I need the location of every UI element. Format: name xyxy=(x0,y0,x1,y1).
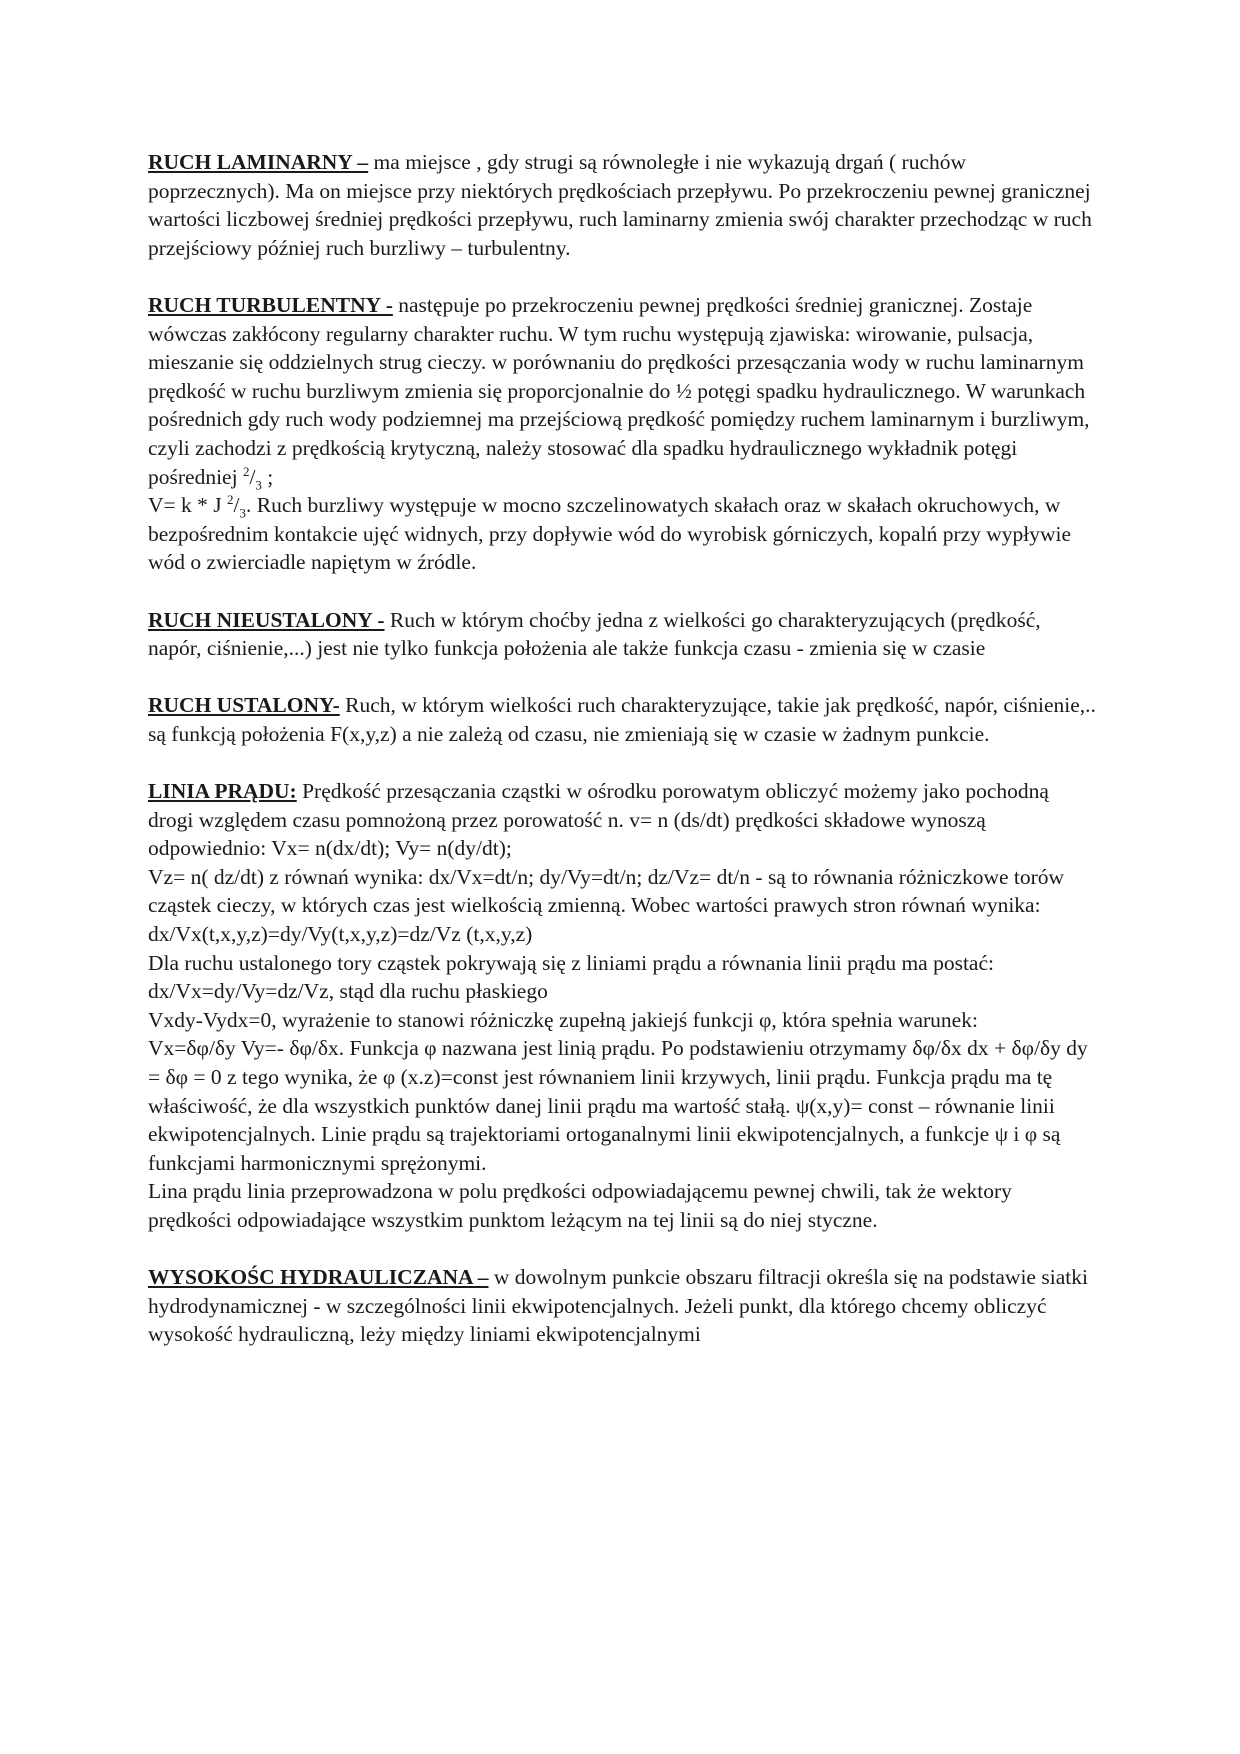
paragraph xyxy=(148,606,1098,663)
paragraph xyxy=(148,777,1098,863)
section-heading: RUCH TURBULENTNY - xyxy=(148,292,393,317)
paragraph: Vz= n( dz/dt) z równań wynika: dx/Vx=dt/n; dy/Vy=dt/n; dz/Vz= dt/n - są to równania różniczkowe torów cząstek cieczy, w których czas jest wielkością zmienną. Wobec wartości prawych stron równań wynika: xyxy=(148,864,1065,918)
paragraph xyxy=(148,691,1098,748)
exponent-denominator: 3 xyxy=(239,505,247,521)
paragraph: Vx=δφ/δy Vy=- δφ/δx. Funkcja φ nazwana jest linią prądu. Po podstawieniu otrzymamy δφ/δx dx + δφ/δy dy = δφ = 0 z tego wynika, że φ (x.z)=const jest równaniem linii krzywych, linii prądu. Funkcja prądu ma tę właściwość, że dla wszystkich punktów danej linii prądu ma wartość stałą. ψ(x,y)= const – równanie linii ekwipotencjalnych. Linie prądu są trajektoriami ortoganalnymi linii ekwipotencjalnych, a funkcje ψ i φ są funkcjami harmonicznymi sprężonymi. xyxy=(148,1036,1088,1175)
section-heading: LINIA PRĄDU: xyxy=(148,779,297,804)
formula-line: dx/Vx=dy/Vy=dz/Vz, stąd dla ruchu płaskiego xyxy=(148,979,548,1004)
section-heading: RUCH LAMINARNY – xyxy=(148,150,369,174)
paragraph xyxy=(148,491,1098,577)
paragraph: Lina prądu linia przeprowadzona w polu prędkości odpowiadającemu pewnej chwili, tak że wektory prędkości odpowiadające wszystkim punktom leżącym na tej linii są do niej styczne. xyxy=(148,1179,1012,1232)
formula: V= k * J xyxy=(148,493,228,518)
paragraph: Dla ruchu ustalonego tory cząstek pokrywają się z liniami prądu a równania linii prądu ma postać: xyxy=(148,950,994,975)
section-text: w dowolnym punkcie obszaru filtracji określa się na podstawie siatki hydrodynamicznej - w szczególności linii ekwipotencjalnych. Jeżeli punkt, dla którego chcemy obliczyć wysokość hydrauliczną, leży między liniami ekwipotencjalnymi xyxy=(148,1265,1088,1347)
exponent-numerator: 2 xyxy=(227,491,234,507)
paragraph: Vxdy-Vydx=0, wyrażenie to stanowi różniczkę zupełną jakiejś funkcji φ, która spełnia warunek: xyxy=(148,1007,978,1032)
exponent-numerator: 2 xyxy=(242,463,250,479)
section-wysokosc-hydrauliczna xyxy=(148,1263,1098,1349)
section-heading: WYSOKOŚC HYDRAULICZANA – xyxy=(148,1265,489,1290)
section-linia-pradu xyxy=(148,777,1098,1235)
section-text: Ruch, w którym wielkości ruch charakteryzujące, takie jak prędkość, napór, ciśnienie,.. są funkcją położenia F(x,y,z) a nie zależą od czasu, nie zmieniają się w czasie w żadnym punkcie. xyxy=(148,693,1096,746)
section-ruch-ustalony xyxy=(148,691,1098,748)
section-ruch-nieustalony xyxy=(148,606,1098,663)
section-ruch-laminarny xyxy=(148,148,1098,262)
formula-line: dx/Vx(t,x,y,z)=dy/Vy(t,x,y,z)=dz/Vz (t,x,y,z) xyxy=(148,922,533,947)
exponent-denominator: 3 xyxy=(255,476,262,492)
fraction-slash: / xyxy=(233,493,240,518)
section-text: Ruch w którym choćby jedna z wielkości go charakteryzujących (prędkość, napór, ciśnienie,...) jest nie tylko funkcja położenia ale także funkcja czasu - zmienia się w czasie xyxy=(148,607,1041,661)
section-text: następuje po przekroczeniu pewnej prędkości średniej granicznej. Zostaje wówczas zakłócony regularny charakter ruchu. W tym ruchu występują zjawiska: wirowanie, pulsacja, mieszanie się oddzielnych strug cieczy. w porównaniu do prędkości przesączania wody w ruchu laminarnym prędkość w ruchu burzliwym zmienia się proporcjonalnie do ½ potęgi spadku hydraulicznego. W warunkach pośrednich gdy ruch wody podziemnej ma przejściową prędkość pomiędzy ruchem laminarnym i burzliwym, czyli zachodzi z prędkością krytyczną, należy stosować dla spadku hydraulicznego wykładnik potęgi pośredniej xyxy=(148,292,1090,489)
section-text: Prędkość przesączania cząstki w ośrodku porowatym obliczyć możemy jako pochodną drogi względem czasu pomnożoną przez porowatość n. v= n (ds/dt) prędkości składowe wynoszą odpowiednio: Vx= n(dx/dt); Vy= n(dy/dt); xyxy=(148,779,1049,861)
section-text: ; xyxy=(261,464,274,489)
document-body xyxy=(148,148,1098,1349)
section-ruch-turbulentny xyxy=(148,291,1098,577)
paragraph xyxy=(148,1263,1098,1349)
section-text: . Ruch burzliwy występuje w mocno szczelinowatych skałach oraz w skałach okruchowych, w bezpośrednim kontakcie ujęć widnych, przy dopływie wód do wyrobisk górniczych, kopalń przy wypływie wód o zwierciadle napiętym w źródle. xyxy=(148,493,1072,575)
section-heading: RUCH NIEUSTALONY - xyxy=(148,607,385,632)
section-heading: RUCH USTALONY- xyxy=(148,693,340,718)
paragraph xyxy=(148,148,1098,262)
paragraph xyxy=(148,291,1098,491)
fraction-slash: / xyxy=(249,464,256,489)
section-text: ma miejsce , gdy strugi są równoległe i nie wykazują drgań ( ruchów poprzecznych). Ma on miejsce przy niektórych prędkościach przepływu. Po przekroczeniu pewnej granicznej wartości liczbowej średniej prędkości przepływu, ruch laminarny zmienia swój charakter przechodząc w ruch przejściowy później ruch burzliwy – turbulentny. xyxy=(148,150,1092,260)
